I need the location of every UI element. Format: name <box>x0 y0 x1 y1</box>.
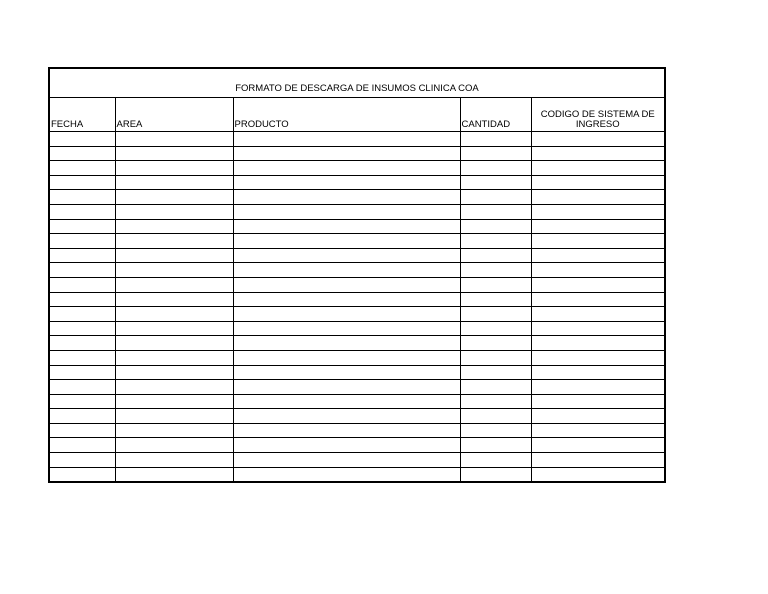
cell-producto[interactable] <box>233 277 460 292</box>
column-header-fecha: FECHA <box>50 98 115 132</box>
cell-area[interactable] <box>115 307 233 322</box>
cell-codigo[interactable] <box>531 190 664 205</box>
cell-cantidad[interactable] <box>460 307 531 322</box>
cell-fecha[interactable] <box>50 146 115 161</box>
column-header-codigo: CODIGO DE SISTEMA DE INGRESO <box>531 98 664 132</box>
cell-producto[interactable] <box>233 132 460 147</box>
cell-area[interactable] <box>115 467 233 481</box>
cell-producto[interactable] <box>233 292 460 307</box>
table-row <box>50 146 664 161</box>
table-row <box>50 204 664 219</box>
table-row <box>50 190 664 205</box>
cell-area[interactable] <box>115 350 233 365</box>
cell-codigo[interactable] <box>531 394 664 409</box>
cell-codigo[interactable] <box>531 292 664 307</box>
cell-fecha[interactable] <box>50 132 115 147</box>
cell-producto[interactable] <box>233 365 460 380</box>
table-row <box>50 234 664 249</box>
cell-producto[interactable] <box>233 394 460 409</box>
column-header-area: AREA <box>115 98 233 132</box>
cell-fecha[interactable] <box>50 292 115 307</box>
cell-cantidad[interactable] <box>460 175 531 190</box>
column-header-producto: PRODUCTO <box>233 98 460 132</box>
cell-cantidad[interactable] <box>460 263 531 278</box>
cell-cantidad[interactable] <box>460 380 531 395</box>
table-row <box>50 423 664 438</box>
table-row <box>50 380 664 395</box>
cell-producto[interactable] <box>233 248 460 263</box>
table-row <box>50 453 664 468</box>
cell-fecha[interactable] <box>50 263 115 278</box>
cell-fecha[interactable] <box>50 423 115 438</box>
cell-fecha[interactable] <box>50 438 115 453</box>
cell-cantidad[interactable] <box>460 161 531 176</box>
cell-producto[interactable] <box>233 307 460 322</box>
cell-fecha[interactable] <box>50 307 115 322</box>
cell-fecha[interactable] <box>50 467 115 481</box>
cell-producto[interactable] <box>233 453 460 468</box>
table-row <box>50 219 664 234</box>
cell-cantidad[interactable] <box>460 453 531 468</box>
table-row <box>50 307 664 322</box>
cell-codigo[interactable] <box>531 248 664 263</box>
cell-area[interactable] <box>115 321 233 336</box>
cell-fecha[interactable] <box>50 175 115 190</box>
table-row <box>50 161 664 176</box>
cell-fecha[interactable] <box>50 350 115 365</box>
cell-producto[interactable] <box>233 175 460 190</box>
cell-codigo[interactable] <box>531 350 664 365</box>
table-row <box>50 409 664 424</box>
cell-codigo[interactable] <box>531 263 664 278</box>
cell-fecha[interactable] <box>50 277 115 292</box>
cell-codigo[interactable] <box>531 277 664 292</box>
cell-producto[interactable] <box>233 146 460 161</box>
table-row <box>50 248 664 263</box>
cell-area[interactable] <box>115 248 233 263</box>
cell-fecha[interactable] <box>50 234 115 249</box>
cell-area[interactable] <box>115 190 233 205</box>
cell-area[interactable] <box>115 234 233 249</box>
cell-fecha[interactable] <box>50 380 115 395</box>
cell-producto[interactable] <box>233 204 460 219</box>
cell-producto[interactable] <box>233 336 460 351</box>
cell-codigo[interactable] <box>531 380 664 395</box>
cell-producto[interactable] <box>233 467 460 481</box>
cell-fecha[interactable] <box>50 453 115 468</box>
cell-cantidad[interactable] <box>460 248 531 263</box>
cell-cantidad[interactable] <box>460 321 531 336</box>
cell-area[interactable] <box>115 263 233 278</box>
form-title: FORMATO DE DESCARGA DE INSUMOS CLINICA COA <box>235 83 479 94</box>
cell-area[interactable] <box>115 409 233 424</box>
cell-cantidad[interactable] <box>460 234 531 249</box>
cell-cantidad[interactable] <box>460 204 531 219</box>
cell-cantidad[interactable] <box>460 219 531 234</box>
cell-fecha[interactable] <box>50 248 115 263</box>
cell-area[interactable] <box>115 219 233 234</box>
column-header-cantidad: CANTIDAD <box>460 98 531 132</box>
cell-area[interactable] <box>115 453 233 468</box>
cell-cantidad[interactable] <box>460 277 531 292</box>
cell-cantidad[interactable] <box>460 438 531 453</box>
cell-codigo[interactable] <box>531 175 664 190</box>
table-row <box>50 277 664 292</box>
table-body <box>50 132 664 482</box>
cell-area[interactable] <box>115 277 233 292</box>
cell-cantidad[interactable] <box>460 132 531 147</box>
cell-cantidad[interactable] <box>460 336 531 351</box>
cell-codigo[interactable] <box>531 204 664 219</box>
cell-producto[interactable] <box>233 423 460 438</box>
cell-producto[interactable] <box>233 219 460 234</box>
cell-fecha[interactable] <box>50 409 115 424</box>
cell-producto[interactable] <box>233 161 460 176</box>
cell-fecha[interactable] <box>50 161 115 176</box>
table-row <box>50 394 664 409</box>
cell-codigo[interactable] <box>531 438 664 453</box>
table-row <box>50 350 664 365</box>
cell-area[interactable] <box>115 146 233 161</box>
cell-area[interactable] <box>115 365 233 380</box>
cell-area[interactable] <box>115 380 233 395</box>
table-row <box>50 132 664 147</box>
cell-cantidad[interactable] <box>460 146 531 161</box>
table-row <box>50 263 664 278</box>
cell-producto[interactable] <box>233 263 460 278</box>
cell-codigo[interactable] <box>531 219 664 234</box>
cell-area[interactable] <box>115 438 233 453</box>
cell-producto[interactable] <box>233 190 460 205</box>
cell-area[interactable] <box>115 336 233 351</box>
cell-producto[interactable] <box>233 380 460 395</box>
table-row <box>50 321 664 336</box>
cell-codigo[interactable] <box>531 307 664 322</box>
table-row <box>50 467 664 481</box>
cell-producto[interactable] <box>233 409 460 424</box>
cell-cantidad[interactable] <box>460 409 531 424</box>
supplies-table <box>50 98 664 481</box>
cell-cantidad[interactable] <box>460 292 531 307</box>
cell-cantidad[interactable] <box>460 394 531 409</box>
cell-producto[interactable] <box>233 321 460 336</box>
cell-codigo[interactable] <box>531 409 664 424</box>
table-row <box>50 438 664 453</box>
cell-area[interactable] <box>115 423 233 438</box>
cell-codigo[interactable] <box>531 467 664 481</box>
cell-area[interactable] <box>115 175 233 190</box>
download-form-sheet <box>48 67 666 483</box>
cell-producto[interactable] <box>233 234 460 249</box>
table-row <box>50 175 664 190</box>
cell-cantidad[interactable] <box>460 365 531 380</box>
cell-codigo[interactable] <box>531 365 664 380</box>
cell-codigo[interactable] <box>531 132 664 147</box>
cell-cantidad[interactable] <box>460 467 531 481</box>
cell-codigo[interactable] <box>531 161 664 176</box>
cell-area[interactable] <box>115 204 233 219</box>
table-row <box>50 292 664 307</box>
cell-cantidad[interactable] <box>460 190 531 205</box>
cell-codigo[interactable] <box>531 453 664 468</box>
cell-codigo[interactable] <box>531 423 664 438</box>
cell-area[interactable] <box>115 292 233 307</box>
cell-producto[interactable] <box>233 438 460 453</box>
cell-cantidad[interactable] <box>460 423 531 438</box>
cell-codigo[interactable] <box>531 234 664 249</box>
cell-codigo[interactable] <box>531 146 664 161</box>
cell-fecha[interactable] <box>50 365 115 380</box>
form-title-row <box>50 69 664 98</box>
cell-fecha[interactable] <box>50 204 115 219</box>
table-header-row <box>50 98 664 132</box>
cell-area[interactable] <box>115 394 233 409</box>
cell-codigo[interactable] <box>531 336 664 351</box>
cell-area[interactable] <box>115 161 233 176</box>
table-row <box>50 365 664 380</box>
cell-producto[interactable] <box>233 350 460 365</box>
cell-fecha[interactable] <box>50 219 115 234</box>
cell-fecha[interactable] <box>50 336 115 351</box>
cell-fecha[interactable] <box>50 190 115 205</box>
cell-area[interactable] <box>115 132 233 147</box>
cell-codigo[interactable] <box>531 321 664 336</box>
cell-cantidad[interactable] <box>460 350 531 365</box>
table-row <box>50 336 664 351</box>
cell-fecha[interactable] <box>50 321 115 336</box>
cell-fecha[interactable] <box>50 394 115 409</box>
